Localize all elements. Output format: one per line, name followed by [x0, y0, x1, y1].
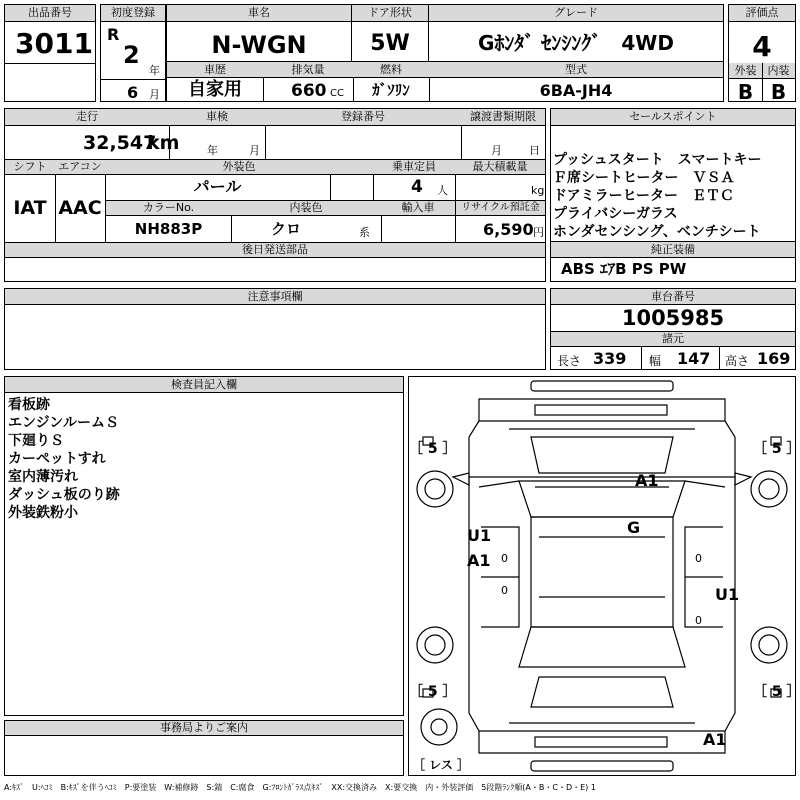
width-label: 幅: [649, 354, 662, 368]
damage-mark: 0: [501, 552, 508, 565]
reg-year: 2: [123, 41, 140, 69]
ac-label: エアコン: [55, 160, 106, 175]
inspector-box: [4, 376, 404, 716]
chassis-label: 車台番号: [551, 289, 795, 305]
year-unit: 年: [149, 64, 160, 77]
transfer-label: 譲渡書類期限: [461, 109, 545, 126]
capacity-unit: 人: [437, 184, 448, 197]
car-outline-diagram: [409, 377, 795, 775]
tire-rl-depth: ［ 5 ］: [409, 684, 457, 700]
ac: AAC: [58, 197, 102, 219]
recycle: 6,590: [483, 220, 534, 239]
interior-grade: B: [770, 80, 787, 104]
spec-label: 諸元: [551, 331, 795, 347]
width: 147: [677, 349, 711, 368]
transfer-day-unit: 日: [529, 144, 540, 157]
sales-label: セールスポイント: [551, 109, 795, 126]
transfer-month-unit: 月: [491, 144, 502, 157]
sales-box: [550, 108, 796, 242]
exterior-label: 外装: [729, 63, 763, 79]
displacement: 660: [291, 81, 327, 101]
legend: A:ｷｽﾞ U:ﾍｺﾐ B:ｷｽﾞを伴うﾍｺﾐ P:要塗装 W:補修跡 S:錆 C:腐食 G:ﾌﾛﾝﾄｶﾞﾗｽ点ｷｽﾞ XX:交換済み X:要交換 内・外装評価 5段階ﾗﾝｸ順(A・B・C・D・E) 1: [4, 783, 596, 792]
inspector-label: 検査員記入欄: [5, 377, 403, 393]
capacity-label: 乗車定員: [373, 160, 456, 175]
insp-year-unit: 年: [207, 144, 218, 157]
damage-diagram: [408, 376, 800, 776]
recycle-unit: 円: [533, 226, 544, 239]
int-color: クロ: [270, 220, 301, 238]
damage-mark: A1: [703, 730, 727, 749]
first-reg-label: 初度登録: [101, 5, 165, 22]
car-name-box: [166, 4, 352, 62]
inspector-note: ダッシュ板のり跡: [8, 487, 120, 503]
length-label: 長さ: [557, 354, 582, 368]
shift-label: シフト: [5, 160, 56, 175]
door-box: [351, 4, 429, 62]
damage-mark: A1: [635, 471, 659, 490]
recycle-label: リサイクル預託金: [456, 201, 545, 216]
score-box: [728, 4, 796, 102]
sales-line: ドアミラーヒーター ＥＴＣ: [553, 188, 735, 204]
grade-label: グレード: [429, 5, 723, 22]
ext-color: パール: [193, 177, 242, 196]
details-box: [4, 108, 546, 243]
history-label: 車歴: [167, 62, 264, 78]
tire-fl-depth: ［ 5 ］: [409, 441, 457, 457]
tire-fr-depth: ［ 5 ］: [753, 441, 800, 457]
capacity: 4: [411, 177, 423, 197]
sales-line: Ｆ席シートヒーター ＶＳＡ: [553, 170, 735, 186]
damage-mark: G: [627, 518, 641, 537]
chassis-box: [550, 288, 796, 370]
damage-mark: 0: [695, 614, 702, 627]
model-label: 型式: [429, 62, 723, 78]
damage-mark: U1: [467, 526, 492, 545]
inspector-note: 下廻りＳ: [8, 433, 64, 449]
inspector-note: 看板跡: [8, 397, 50, 413]
height: 169: [757, 349, 791, 368]
lot-no-label: 出品番号: [5, 5, 95, 22]
equipment: ABS ｴｱB PS PW: [561, 260, 687, 278]
sales-line: プッシュスタート スマートキー: [553, 152, 762, 168]
inspector-note: 室内薄汚れ: [8, 469, 78, 485]
door-type: 5W: [370, 31, 410, 56]
displacement-unit: CC: [330, 88, 344, 99]
later-parts-label: 後日発送部品: [5, 243, 545, 258]
int-color-unit: 系: [359, 226, 370, 239]
tire-rr-depth: ［ 5 ］: [753, 684, 800, 700]
equipment-label: 純正装備: [551, 242, 795, 258]
mileage: 32,547: [83, 132, 157, 154]
color-no: NH883P: [134, 220, 203, 238]
month-unit: 月: [149, 88, 160, 101]
lot-no: 3011: [15, 27, 93, 60]
door-label: ドア形状: [352, 5, 428, 22]
damage-mark: 0: [695, 552, 702, 565]
max-load-unit: kg: [531, 184, 545, 197]
exterior-grade: B: [737, 80, 754, 104]
caution-box: [4, 288, 546, 370]
fuel-label: 燃料: [353, 62, 430, 78]
sales-line: ホンダセンシング、ベンチシート: [553, 224, 761, 240]
height-label: 高さ: [725, 354, 750, 368]
history-row: [166, 61, 724, 102]
length: 339: [593, 349, 627, 368]
mileage-label: 走行: [5, 109, 170, 126]
reg-no-label: 登録番号: [265, 109, 462, 126]
damage-mark: A1: [467, 551, 491, 570]
displacement-label: 排気量: [263, 62, 354, 78]
reg-month: 6: [127, 83, 139, 102]
chassis-number: 1005985: [621, 306, 725, 330]
caution-label: 注意事項欄: [5, 289, 545, 305]
car-name-label: 車名: [167, 5, 351, 22]
damage-mark: 0: [501, 584, 508, 597]
damage-mark: U1: [715, 585, 740, 604]
equipment-box: [550, 241, 796, 282]
model: 6BA-JH4: [539, 81, 613, 100]
later-parts-box: [4, 242, 546, 282]
inspector-note: カーペットすれ: [8, 451, 106, 467]
era: R: [107, 25, 120, 44]
office-label: 事務局よりご案内: [5, 721, 403, 736]
office-box: [4, 720, 404, 776]
inspector-note: エンジンルームＳ: [8, 415, 119, 431]
interior-label: 内装: [762, 63, 795, 79]
fuel: ｶﾞｿﾘﾝ: [372, 81, 410, 99]
first-reg-box: [100, 4, 166, 102]
grade: Gﾎﾝﾀﾞ ｾﾝｼﾝｸﾞ 4WD: [478, 31, 674, 55]
history: 自家用: [188, 79, 242, 100]
spare-tire: ［ レス ］: [413, 758, 469, 772]
max-load-label: 最大積載量: [455, 160, 545, 175]
shift: IAT: [13, 197, 47, 219]
mileage-unit: km: [147, 132, 180, 154]
inspection-label: 車検: [169, 109, 266, 126]
ext-color-label: 外装色: [105, 160, 374, 175]
insp-month-unit: 月: [249, 144, 260, 157]
car-name: N-WGN: [211, 31, 307, 59]
score-label: 評価点: [729, 5, 795, 22]
score: 4: [752, 30, 772, 63]
color-no-label: カラーNo.: [106, 201, 232, 216]
inspector-note: 外装鉄粉小: [8, 505, 78, 521]
import-label: 輸入車: [381, 201, 455, 216]
int-color-label: 内装色: [231, 201, 382, 216]
grade-box: [428, 4, 724, 62]
sales-line: プライバシーガラス: [553, 206, 678, 222]
lot-no-box: [4, 4, 96, 102]
